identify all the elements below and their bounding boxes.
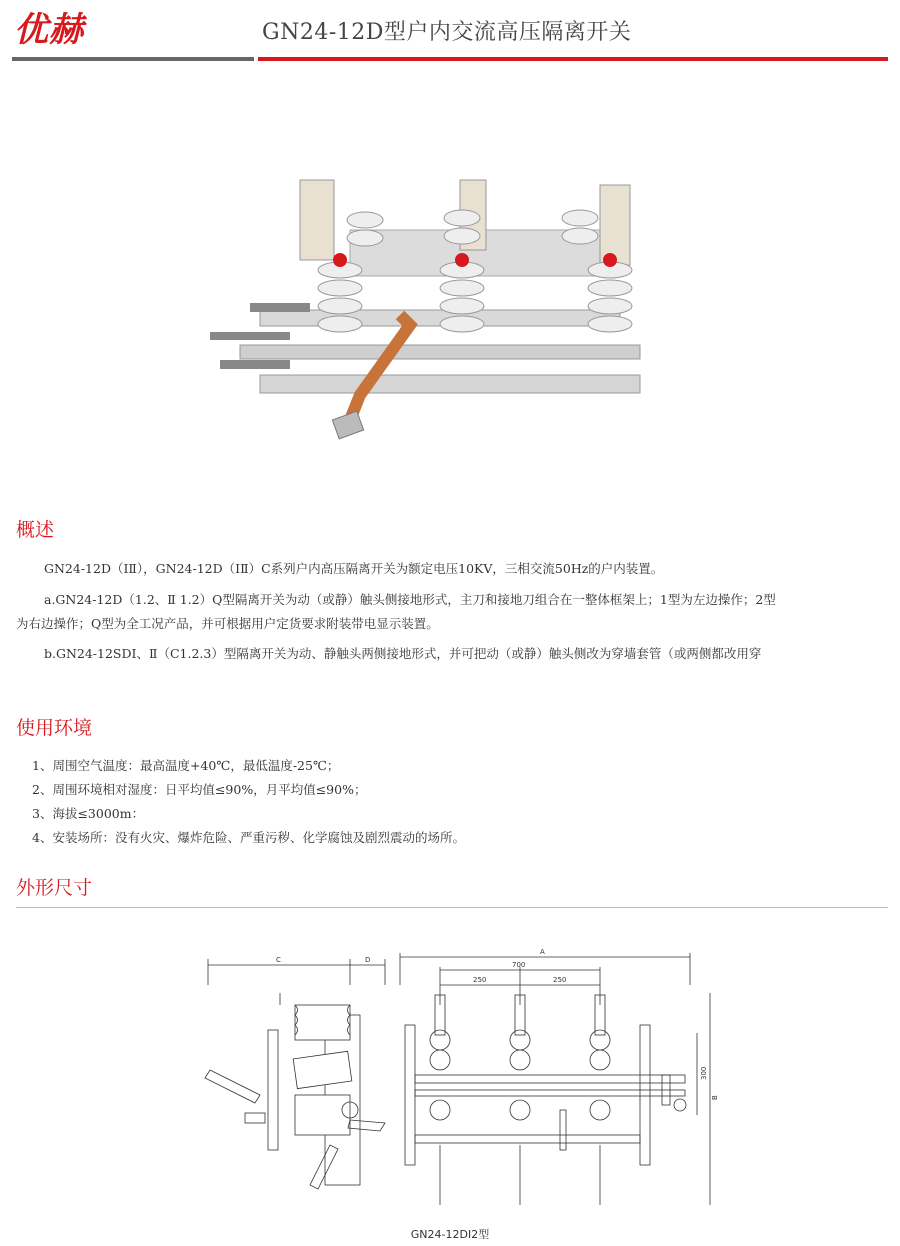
dim-label-a: A [540,948,545,956]
title-underline [258,57,888,61]
dim-label-300: 300 [700,1066,708,1080]
front-view [405,995,686,1205]
overview-paragraph-2b: 为右边操作；Q型为全工况产品，并可根据用户定货要求附装带电显示装置。 [16,616,439,631]
section-heading-environment: 使用环境 [16,717,93,739]
overview-paragraph-1: GN24-12D（ⅠⅡ），GN24-12D（ⅠⅡ）C系列户内高压隔离开关为额定电压10KV，三相交流50Hz的户内装置。 [44,561,664,576]
braid-terminal [332,411,363,439]
side-view [205,993,385,1189]
drawing-caption: GN24-12DⅠ2型 [410,1228,490,1241]
page-title: GN24-12D型户内交流高压隔离开关 [262,20,632,45]
brand-logo: 优赫 [14,10,84,50]
shaft [250,303,310,312]
dim-label-250: 250 [553,976,567,984]
product-photo [200,160,680,460]
overview-paragraph-2a: a.GN24-12D（1.2、Ⅱ 1.2）Q型隔离开关为动（或静）触头侧接地形式，主刀和接地刀组合在一整体框架上；1型为左边操作；2型 [44,592,776,607]
environment-item: 3、海拔≤3000m： [32,806,145,821]
environment-item: 1、周围空气温度：最高温度+40℃，最低温度-25℃； [32,758,340,773]
shaft [210,332,290,340]
environment-item: 2、周围环境相对湿度：日平均值≤90%，月平均值≤90%； [32,782,367,797]
environment-item: 4、安装场所：没有火灾、爆炸危险、严重污秽、化学腐蚀及剧烈震动的场所。 [32,830,465,845]
section-heading-dimensions: 外形尺寸 [16,877,93,899]
logo-underline [12,57,254,61]
shaft [220,360,290,369]
dim-label-b: B [711,1095,719,1100]
section-divider [16,907,888,908]
frame-rail-middle [240,345,640,359]
section-heading-overview: 概述 [16,519,55,541]
dimension-drawing [200,945,720,1215]
dim-label-250: 250 [473,976,487,984]
dim-label-d: D [365,956,371,964]
dim-label-c: C [276,956,281,964]
copper-braid [350,315,410,420]
dim-label-700: 700 [512,961,526,969]
frame-rail-bottom [260,375,640,393]
overview-paragraph-3: b.GN24-12SDⅠ、Ⅱ（C1.2.3）型隔离开关为动、静触头两侧接地形式，并可把动（或静）触头侧改为穿墙套管（或两侧都改用穿 [44,646,762,661]
